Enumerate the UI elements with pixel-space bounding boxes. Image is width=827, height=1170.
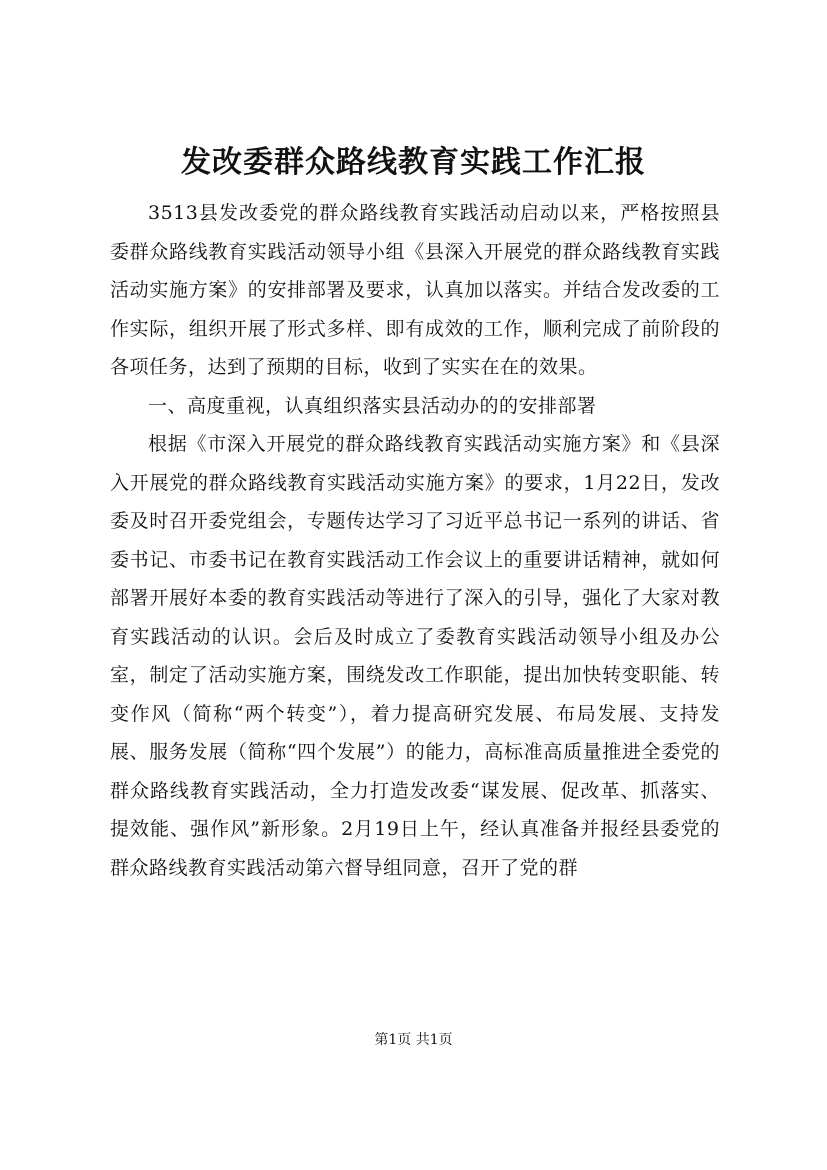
paragraph-section-1: 根据《市深入开展党的群众路线教育实践活动实施方案》和《县深入开展党的群众路线教育实践活动实施方案》的要求，1月22日，发改委及时召开委党组会，专题传达学习了习近平总书记一系列的讲话、省委书记、市委书记在教育实践活动工作会议上的重要讲话精神，就如何部署开展好本委的教育实践活动等进行了深入的引导，强化了大家对教育实践活动的认识。会后及时成立了委教育实践活动领导小组及办公室，制定了活动实施方案，围绕发改工作职能，提出加快转变职能、转变作风（简称“两个转变”），着力提高研究发展、布局发展、支持发展、服务发展（简称“四个发展”）的能力，高标准高质量推进全委党的群众路线教育实践活动，全力打造发改委“谋发展、促改革、抓落实、提效能、强作风”新形象。2月19日上午，经认真准备并报经县委党的群众路线教育实践活动第六督导组同意，召开了党的群 — [110, 433, 720, 879]
section-heading-1: 一、高度重视，认真组织落实县活动办的的安排部署 — [148, 394, 597, 417]
document-body — [110, 194, 720, 887]
paragraph-intro: 3513县发改委党的群众路线教育实践活动启动以来，严格按照县委群众路线教育实践活动领导小组《县深入开展党的群众路线教育实践活动实施方案》的安排部署及要求，认真加以落实。并结合发改委的工作实际，组织开展了形式多样、即有成效的工作，顺利完成了前阶段的各项任务，达到了预期的目标，收到了实实在在的效果。 — [110, 202, 720, 378]
page-footer: 第1页 共1页 — [374, 1032, 453, 1048]
document-title: 发改委群众路线教育实践工作汇报 — [181, 145, 646, 180]
